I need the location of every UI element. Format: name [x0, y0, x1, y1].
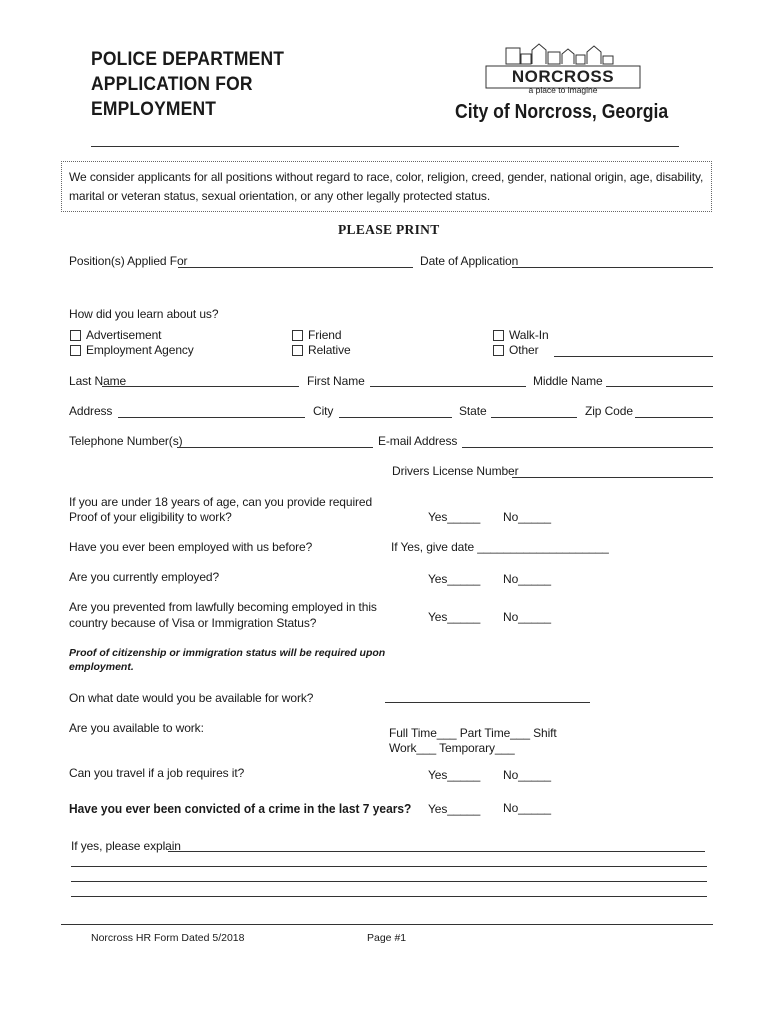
- proof-note-line-1: Proof of citizenship or immigration status will be required upon: [69, 647, 386, 659]
- middle-name-field[interactable]: [606, 386, 713, 387]
- travel-question: Can you travel if a job requires it?: [69, 766, 245, 780]
- state-label: State: [459, 404, 487, 418]
- under18-question-line-1: If you are under 18 years of age, can you provide required: [69, 495, 373, 509]
- title-line-2: APPLICATION FOR: [91, 74, 253, 95]
- available-to-work-question: Are you available to work:: [69, 721, 204, 735]
- other-field[interactable]: [554, 356, 713, 357]
- telephone-label: Telephone Number(s): [69, 434, 183, 448]
- zip-field[interactable]: [635, 417, 713, 418]
- currently-employed-question: Are you currently employed?: [69, 570, 220, 584]
- under18-yes[interactable]: Yes_____: [428, 510, 481, 524]
- form-title: [91, 47, 284, 122]
- middle-name-label: Middle Name: [533, 374, 603, 388]
- explain-line-1[interactable]: [168, 851, 705, 852]
- position-field[interactable]: [178, 267, 413, 268]
- date-application-label: Date of Application: [420, 254, 519, 268]
- travel-yes[interactable]: Yes_____: [428, 768, 481, 782]
- convicted-yes[interactable]: Yes_____: [428, 802, 481, 816]
- work-types-line-2[interactable]: Work___ Temporary___: [389, 741, 515, 755]
- explain-line-4[interactable]: [71, 896, 707, 897]
- walk-in-label: Walk-In: [509, 328, 549, 342]
- other-label: Other: [509, 343, 539, 357]
- employment-agency-label: Employment Agency: [86, 343, 194, 357]
- last-name-field[interactable]: [102, 386, 299, 387]
- logo-text: NORCROSS: [511, 67, 615, 86]
- learn-about-label: How did you learn about us?: [69, 307, 219, 321]
- state-field[interactable]: [491, 417, 577, 418]
- norcross-logo: [484, 42, 642, 96]
- explain-line-3[interactable]: [71, 881, 707, 882]
- relative-checkbox[interactable]: [292, 345, 303, 356]
- drivers-license-field[interactable]: [512, 477, 713, 478]
- convicted-question: Have you ever been convicted of a crime in the last 7 years?: [69, 801, 412, 816]
- advertisement-checkbox[interactable]: [70, 330, 81, 341]
- currently-employed-no[interactable]: No_____: [503, 572, 552, 586]
- email-field[interactable]: [462, 447, 713, 448]
- drivers-license-label: Drivers License Number: [392, 464, 519, 478]
- logo-tagline: a place to imagine: [528, 85, 598, 95]
- title-line-1: POLICE DEPARTMENT: [91, 49, 285, 70]
- travel-no[interactable]: No_____: [503, 768, 552, 782]
- convicted-no[interactable]: No_____: [503, 801, 552, 815]
- under18-question-line-2: Proof of your eligibility to work?: [69, 510, 232, 524]
- email-label: E-mail Address: [378, 434, 458, 448]
- available-date-field[interactable]: [385, 702, 590, 703]
- notice-line-2: marital or veteran status, sexual orientation, or any other legally protected status.: [69, 189, 491, 203]
- employment-agency-checkbox[interactable]: [70, 345, 81, 356]
- other-checkbox[interactable]: [493, 345, 504, 356]
- relative-label: Relative: [308, 343, 351, 357]
- title-line-3: EMPLOYMENT: [91, 99, 217, 120]
- notice-line-1: We consider applicants for all positions without regard to race, color, religion, creed, gender, national origin, age, disability,: [69, 170, 704, 184]
- city-title: City of Norcross, Georgia: [455, 101, 669, 123]
- work-types-line-1[interactable]: Full Time___ Part Time___ Shift: [389, 726, 557, 740]
- address-label: Address: [69, 404, 113, 418]
- prevented-yes[interactable]: Yes_____: [428, 610, 481, 624]
- under18-no[interactable]: No_____: [503, 510, 552, 524]
- friend-checkbox[interactable]: [292, 330, 303, 341]
- available-date-question: On what date would you be available for work?: [69, 691, 314, 705]
- first-name-label: First Name: [307, 374, 365, 388]
- position-label: Position(s) Applied For: [69, 254, 188, 268]
- prevented-question-line-1: Are you prevented from lawfully becoming employed in this: [69, 600, 377, 614]
- employed-before-question: Have you ever been employed with us before?: [69, 540, 313, 554]
- zip-label: Zip Code: [585, 404, 633, 418]
- city-label: City: [313, 404, 334, 418]
- if-yes-explain-label: If yes, please explain: [71, 839, 181, 853]
- page-number: Page #1: [367, 932, 407, 944]
- prevented-question-line-2: country because of Visa or Immigration Status?: [69, 616, 317, 630]
- advertisement-label: Advertisement: [86, 328, 162, 342]
- address-field[interactable]: [118, 417, 305, 418]
- walk-in-checkbox[interactable]: [493, 330, 504, 341]
- last-name-label: Last Name: [69, 374, 127, 388]
- friend-label: Friend: [308, 328, 342, 342]
- city-field[interactable]: [339, 417, 452, 418]
- form-dated: Norcross HR Form Dated 5/2018: [91, 932, 245, 944]
- header-divider: [91, 146, 679, 147]
- proof-note-line-2: employment.: [69, 661, 134, 673]
- please-print-heading: PLEASE PRINT: [338, 222, 440, 237]
- currently-employed-yes[interactable]: Yes_____: [428, 572, 481, 586]
- if-yes-date-field[interactable]: If Yes, give date ____________________: [391, 540, 609, 554]
- equal-opportunity-notice: [61, 161, 712, 212]
- date-application-field[interactable]: [512, 267, 713, 268]
- footer-divider: [61, 924, 713, 925]
- prevented-no[interactable]: No_____: [503, 610, 552, 624]
- telephone-field[interactable]: [177, 447, 373, 448]
- first-name-field[interactable]: [370, 386, 526, 387]
- explain-line-2[interactable]: [71, 866, 707, 867]
